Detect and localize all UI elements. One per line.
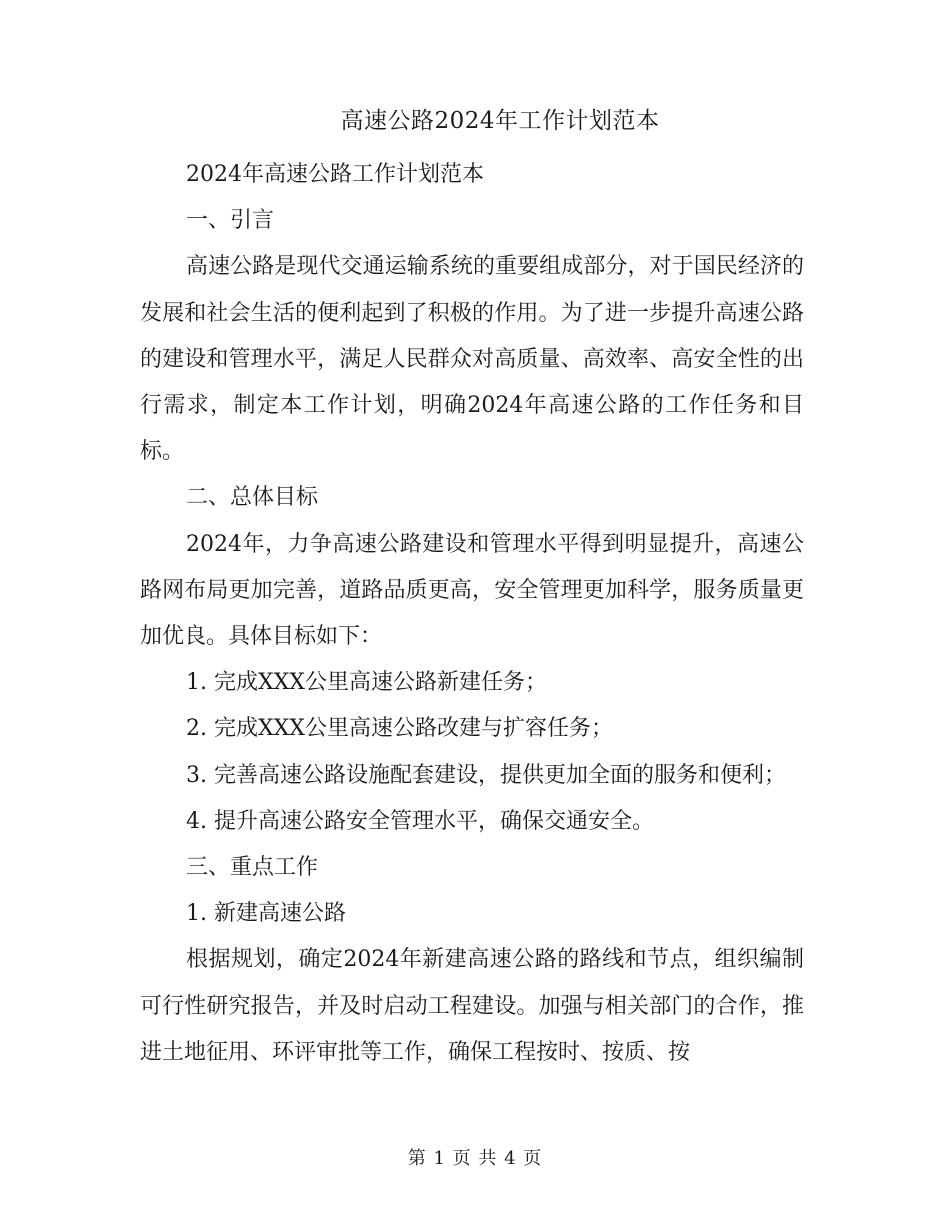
subsection-heading-new-highways: 1. 新建高速公路 — [186, 901, 346, 927]
document-body — [140, 152, 804, 1076]
subtitle-paragraph: 2024年高速公路工作计划范本 — [186, 162, 484, 187]
list-item-goal-1: 1. 完成XXX公里高速公路新建任务； — [186, 670, 547, 696]
list-item-goal-2: 2. 完成XXX公里高速公路改建与扩容任务； — [186, 716, 613, 742]
section-heading-key-work: 三、重点工作 — [186, 855, 319, 881]
page-footer: 第 1 页 共 4 页 — [407, 1148, 543, 1169]
list-item-goal-4: 4. 提升高速公路安全管理水平，确保交通安全。 — [186, 808, 654, 834]
paragraph-overall-goals: 2024年，力争高速公路建设和管理水平得到明显提升，高速公路网布局更加完善，道路品质更高，安全管理更加科学，服务质量更加优良。具体目标如下： — [140, 531, 804, 650]
section-heading-introduction: 一、引言 — [186, 208, 275, 234]
list-item-goal-3: 3. 完善高速公路设施配套建设，提供更加全面的服务和便利； — [186, 762, 786, 788]
paragraph-introduction: 高速公路是现代交通运输系统的重要组成部分，对于国民经济的发展和社会生活的便利起到了积极的作用。为了进一步提升高速公路的建设和管理水平，满足人民群众对高质量、高效率、高安全性的出行需求，制定本工作计划，明确2024年高速公路的工作任务和目标。 — [140, 254, 804, 465]
section-heading-overall-goals: 二、总体目标 — [186, 485, 319, 511]
paragraph-new-highways: 根据规划，确定2024年新建高速公路的路线和节点，组织编制可行性研究报告，并及时启动工程建设。加强与相关部门的合作，推进土地征用、环评审批等工作，确保工程按时、按质、按 — [140, 947, 804, 1065]
document-title: 高速公路2024年工作计划范本 — [340, 108, 660, 134]
